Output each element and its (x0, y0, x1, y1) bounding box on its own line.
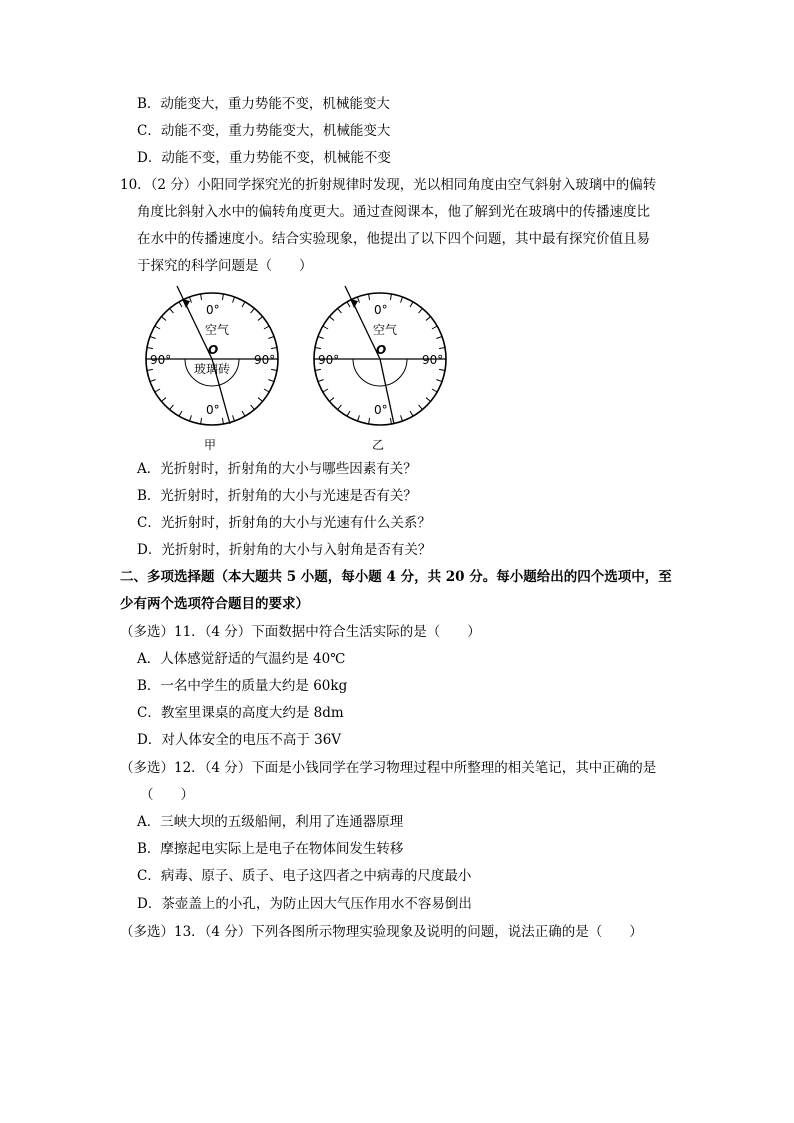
protractor-tick (318, 380, 324, 382)
protractor-tick (170, 405, 174, 410)
left-medium-top: 空气 (205, 323, 230, 337)
protractor-tick (242, 411, 245, 416)
protractor-right-water-container (353, 359, 407, 386)
protractor-tick (189, 415, 191, 421)
left-center-label: O (208, 343, 219, 357)
protractor-tick (155, 389, 160, 392)
protractor-tick (369, 294, 370, 300)
protractor-tick (233, 415, 235, 421)
protractor-tick (155, 326, 160, 329)
left-medium-bottom: 玻璃砖 (194, 362, 231, 376)
q10-option-a: A．光折射时，折射角的大小与哪些因素有关？ (137, 461, 417, 477)
protractor-tick (357, 297, 359, 303)
protractor-tick (315, 369, 321, 370)
protractor-tick (401, 415, 403, 421)
protractor-tick (410, 302, 413, 307)
protractor-tick (147, 348, 153, 349)
protractor-tick (338, 405, 342, 410)
protractor-tick (150, 380, 156, 382)
protractor-tick (150, 336, 156, 338)
left-top-angle: 0° (206, 303, 220, 317)
protractor-tick (347, 302, 350, 307)
q10-option-b: B．光折射时，折射角的大小与光速是否有关？ (137, 488, 417, 504)
right-top-angle: 0° (374, 303, 388, 317)
q12-option-b: B．摩擦起电实际上是电子在物体间发生转移 (137, 841, 404, 857)
protractor-tick (390, 294, 391, 300)
protractor-tick (426, 317, 431, 321)
q13-stem: （多选）13．（4 分）下列各图所示物理实验现象及说明的问题，说法正确的是（ ） (120, 924, 643, 940)
section2-heading-line2: 少有两个选项符合题目的要求） (120, 596, 309, 612)
left-left-angle: 90° (150, 353, 172, 367)
protractor-left (146, 286, 278, 452)
section2-heading-line1: 二、多项选择题（本大题共 5 小题，每小题 4 分，共 20 分。每小题给出的四个选项中，至 (120, 569, 672, 585)
q10-refraction-figure (130, 286, 450, 456)
protractor-tick (264, 326, 269, 329)
protractor-tick (347, 411, 350, 416)
protractor-tick (242, 302, 245, 307)
q11-option-d: D．对人体安全的电压不高于 36V (137, 732, 342, 748)
protractor-right-incident-arrow (350, 299, 358, 308)
protractor-tick (419, 308, 423, 313)
protractor-tick (329, 317, 334, 321)
right-bottom-angle: 0° (374, 403, 388, 417)
right-caption: 乙 (372, 438, 385, 452)
protractor-tick (390, 418, 391, 424)
protractor-tick (179, 411, 182, 416)
protractor-tick (147, 369, 153, 370)
protractor-tick (401, 297, 403, 303)
q9-option-c: C．动能不变，重力势能变大，机械能变大 (137, 123, 391, 139)
q12-stem: （多选）12．（4 分）下面是小钱同学在学习物理过程中所整理的相关笔记，其中正确的是 (120, 760, 657, 776)
q10-option-d: D．光折射时，折射角的大小与入射角是否有关？ (137, 542, 432, 558)
protractor-tick (264, 389, 269, 392)
protractor-tick (271, 369, 277, 370)
protractor-tick (439, 369, 445, 370)
protractor-tick (179, 302, 182, 307)
protractor-tick (318, 336, 324, 338)
protractor-tick (338, 308, 342, 313)
q10-stem-line3: 在水中的传播速度小。结合实验现象，他提出了以下四个问题，其中最有探究价值且易 (137, 231, 650, 247)
protractor-tick (258, 398, 263, 402)
protractor-tick (222, 294, 223, 300)
protractor-tick (329, 398, 334, 402)
q10-option-c: C．光折射时，折射角的大小与光速有什么关系？ (137, 515, 431, 531)
protractor-tick (369, 418, 370, 424)
q10-stem-line2: 角度比斜射入水中的偏转角度更大。通过查阅课本，他了解到光在玻璃中的传播速度比 (137, 204, 650, 220)
q9-option-b: B．动能变大，重力势能不变，机械能变大 (137, 96, 390, 112)
protractor-tick (251, 405, 255, 410)
protractor-tick (323, 326, 328, 329)
protractor-tick (323, 389, 328, 392)
q12-stem-paren: （ ） (140, 787, 194, 803)
protractor-tick (258, 317, 263, 321)
protractor-left-incident-arrow (182, 299, 190, 308)
q9-option-d: D．动能不变，重力势能不变，机械能不变 (137, 150, 391, 166)
protractor-tick (233, 297, 235, 303)
right-right-angle: 90° (422, 353, 444, 367)
protractor-tick (201, 418, 202, 424)
protractor-tick (357, 415, 359, 421)
protractor-tick (201, 294, 202, 300)
protractor-tick (315, 348, 321, 349)
protractor-tick (268, 380, 274, 382)
protractor-right (314, 286, 446, 452)
protractor-tick (432, 389, 437, 392)
q11-option-a: A．人体感觉舒适的气温约是 40℃ (137, 651, 346, 667)
q10-stem-line1: 10．（2 分）小阳同学探究光的折射规律时发现，光以相同角度由空气斜射入玻璃中的偏转 (120, 177, 657, 193)
protractor-tick (189, 297, 191, 303)
protractor-tick (251, 308, 255, 313)
q11-stem: （多选）11．（4 分）下面数据中符合生活实际的是（ ） (120, 624, 481, 640)
protractor-tick (161, 317, 166, 321)
refraction-diagrams-svg (130, 286, 450, 456)
protractor-tick (436, 380, 442, 382)
q12-option-c: C．病毒、原子、质子、电子这四者之中病毒的尺度最小 (137, 868, 472, 884)
right-center-label: O (376, 343, 387, 357)
protractor-tick (432, 326, 437, 329)
protractor-tick (439, 348, 445, 349)
protractor-tick (161, 398, 166, 402)
q12-option-d: D．茶壶盖上的小孔，为防止因大气压作用水不容易倒出 (137, 896, 472, 912)
q11-option-b: B．一名中学生的质量大约是 60kg (137, 678, 348, 694)
protractor-tick (436, 336, 442, 338)
left-bottom-angle: 0° (206, 403, 220, 417)
left-right-angle: 90° (254, 353, 276, 367)
protractor-tick (271, 348, 277, 349)
protractor-tick (222, 418, 223, 424)
protractor-tick (170, 308, 174, 313)
right-left-angle: 90° (318, 353, 340, 367)
q12-option-a: A．三峡大坝的五级船闸，利用了连通器原理 (137, 814, 404, 830)
protractor-tick (410, 411, 413, 416)
right-medium-top: 空气 (373, 323, 398, 337)
protractor-tick (426, 398, 431, 402)
left-caption: 甲 (204, 438, 217, 452)
q11-option-c: C．教室里课桌的高度大约是 8dm (137, 705, 344, 721)
protractor-tick (419, 405, 423, 410)
q10-stem-line4: 于探究的科学问题是（ ） (137, 258, 313, 274)
protractor-tick (268, 336, 274, 338)
